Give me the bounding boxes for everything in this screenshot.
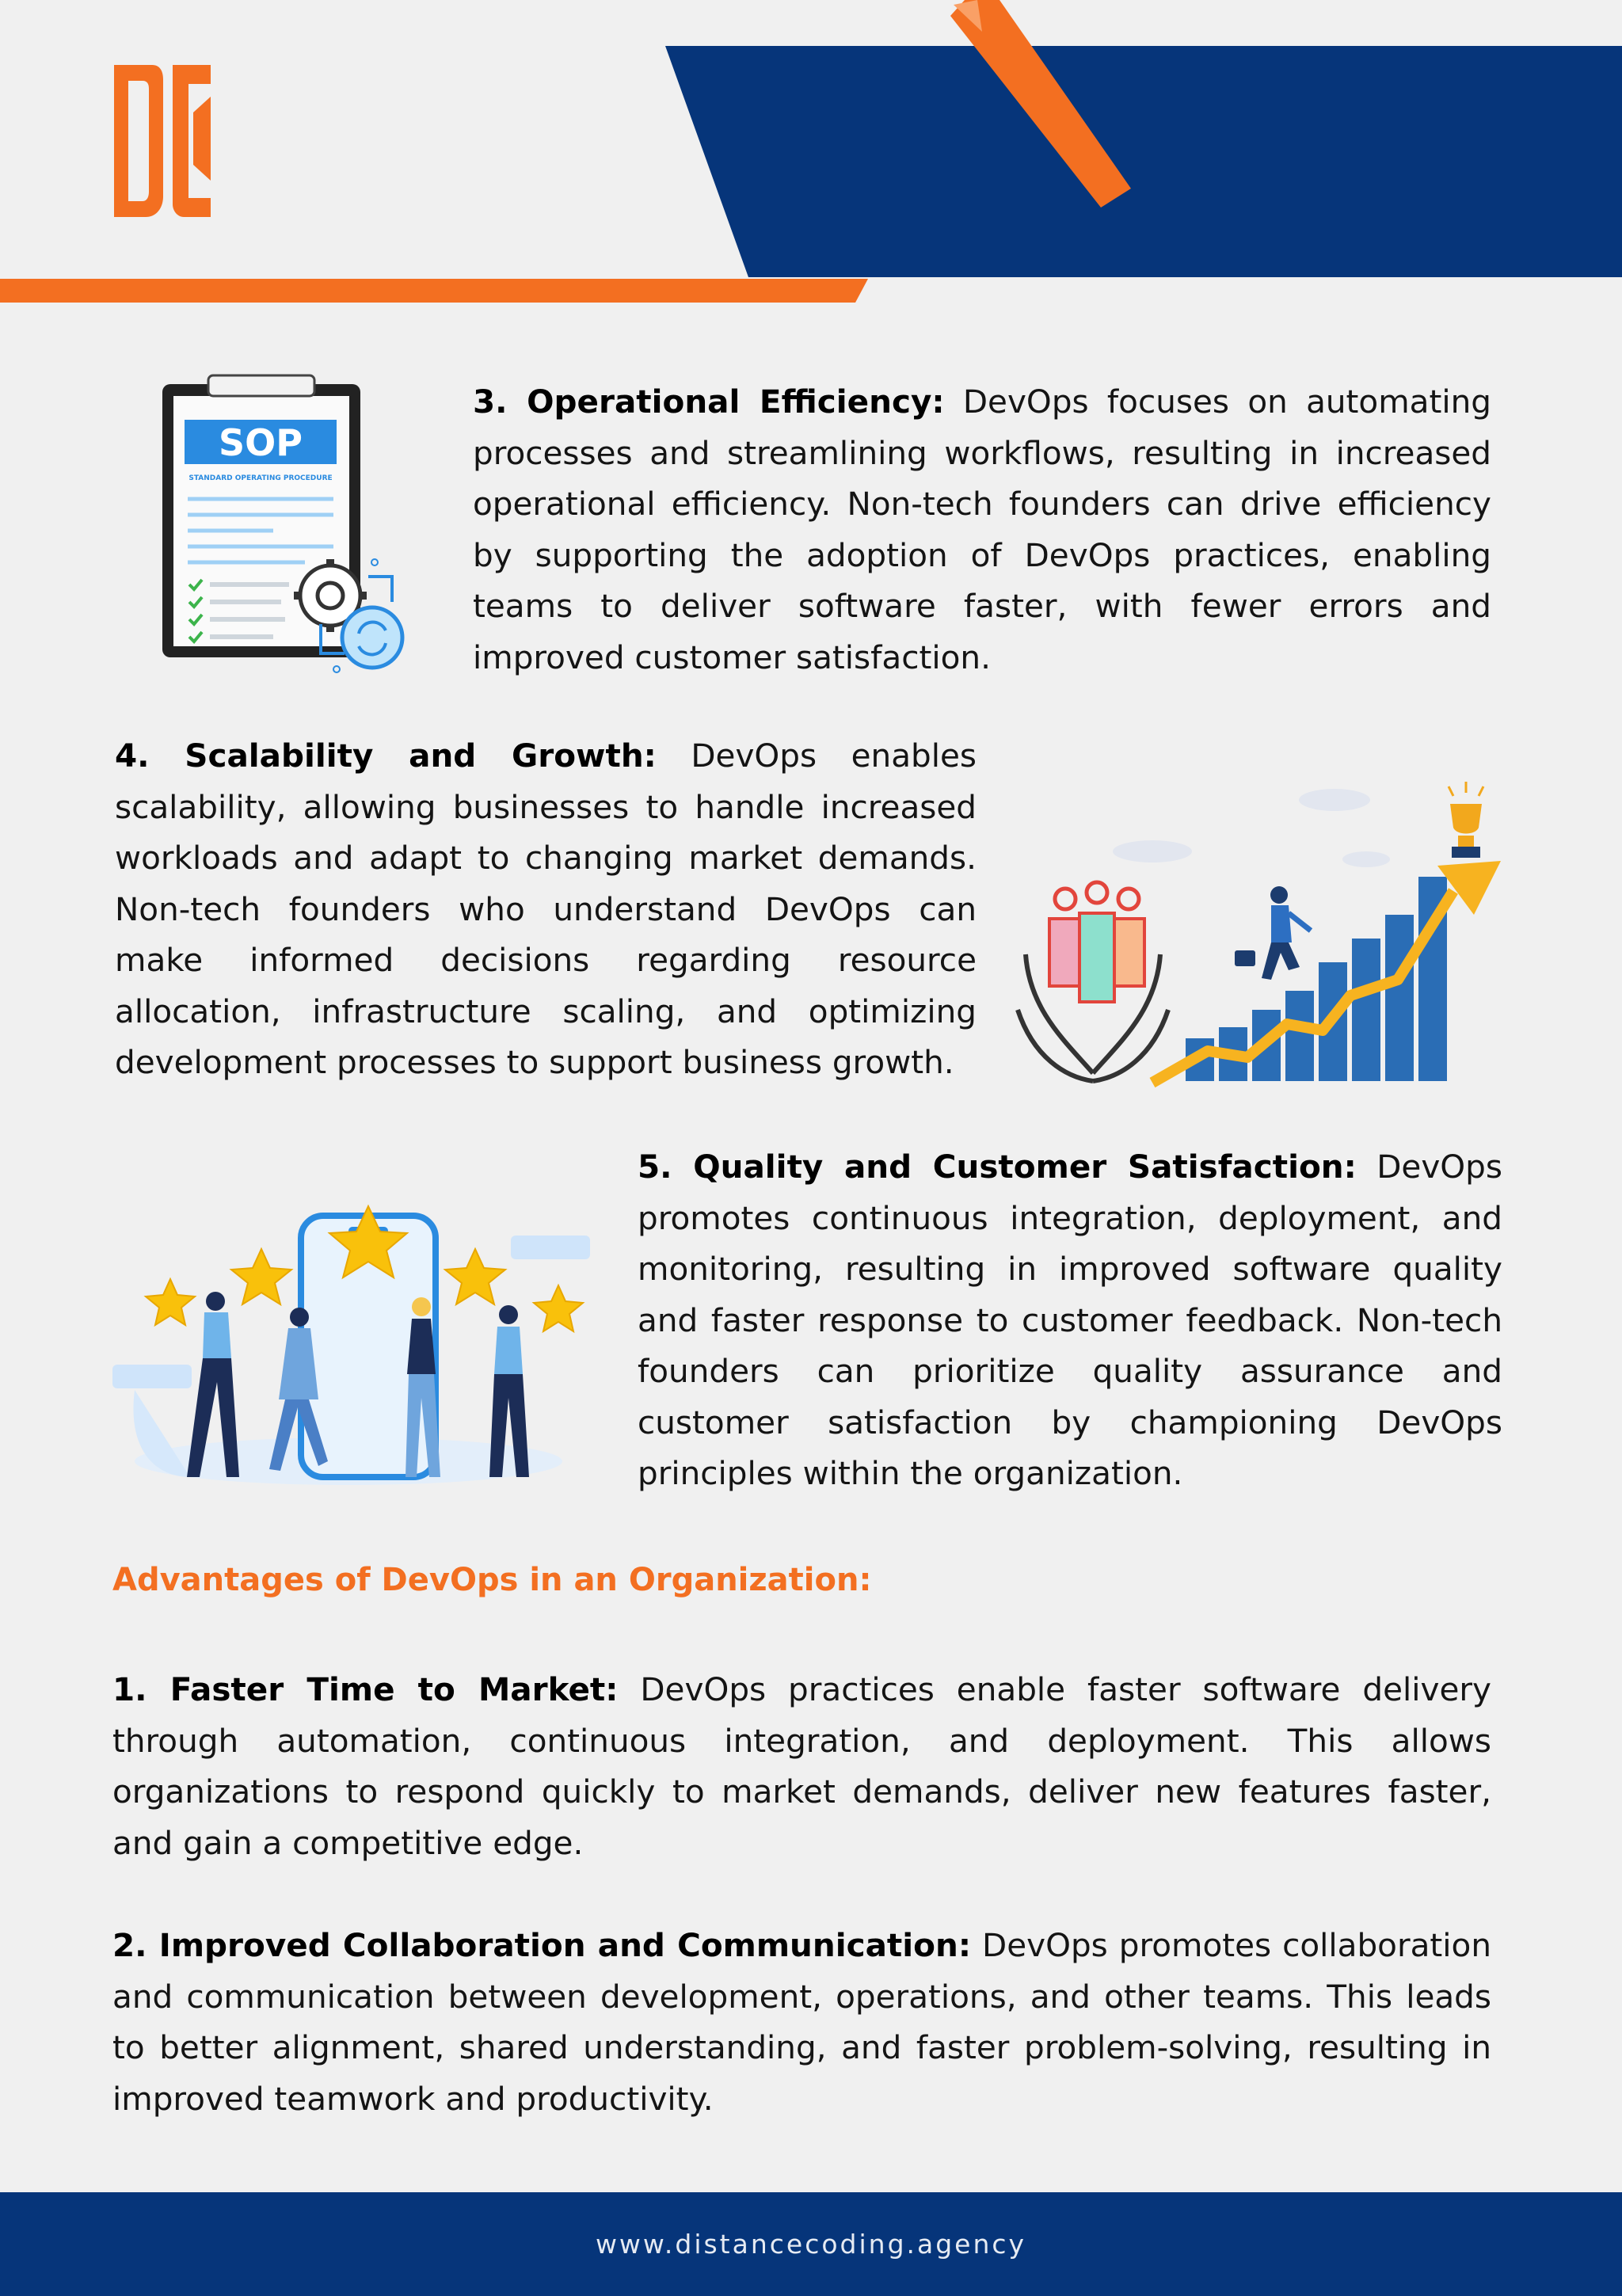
header	[0, 0, 1622, 317]
footer-url[interactable]: www.distancecoding.agency	[595, 2229, 1027, 2260]
section-body: DevOps promotes continuous integration, deployment, and monitoring, resulting in improved software quality and faster response to customer feedback. Non-tech founders can prioritize quality assurance and customer satisfaction by championing DevOps principles within the organization.	[638, 1148, 1502, 1492]
header-orange-bar	[0, 279, 868, 303]
sop-subtitle: STANDARD OPERATING PROCEDURE	[188, 474, 333, 482]
sop-title: SOP	[219, 421, 303, 464]
section-operational-efficiency	[473, 376, 1491, 683]
advantages-heading: Advantages of DevOps in an Organization:	[112, 1562, 872, 1598]
section-quality-customer-satisfaction	[638, 1141, 1502, 1499]
advantage-title: 1. Faster Time to Market:	[112, 1670, 619, 1708]
customer-satisfaction-illustration	[111, 1192, 602, 1493]
section-title: 3. Operational Efficiency:	[473, 383, 945, 421]
advantage-improved-collaboration	[112, 1920, 1491, 2124]
section-title: 4. Scalability and Growth:	[115, 737, 657, 775]
advantage-body: DevOps practices enable faster software delivery through automation, continuous integration, and deployment. This allows organizations to respond quickly to market demands, deliver new features faster, and gain a competitive edge.	[112, 1670, 1491, 1862]
footer	[0, 2192, 1622, 2296]
section-body: DevOps enables scalability, allowing businesses to handle increased workloads and adapt to changing market demands. Non-tech founders who understand DevOps can make informed decisions regarding resource allocation, infrastructure scaling, and optimizing development processes to support business growth.	[115, 737, 977, 1081]
header-navy-banner	[665, 46, 1622, 277]
section-scalability-growth	[115, 730, 977, 1088]
growth-illustration	[1010, 772, 1509, 1089]
header-graphic	[0, 0, 1622, 317]
dc-logo-icon	[111, 62, 214, 220]
advantage-body: DevOps promotes collaboration and communication between development, operations, and other teams. This leads to better alignment, shared understanding, and faster problem-solving, resulting in improved teamwork and productivity.	[112, 1926, 1491, 2118]
section-body: DevOps focuses on automating processes and streamlining workflows, resulting in increased operational efficiency. Non-tech founders can drive efficiency by supporting the adoption of DevOps practices, enabling teams to deliver software faster, with fewer errors and improved customer satisfaction.	[473, 383, 1491, 676]
advantage-title: 2. Improved Collaboration and Communication:	[112, 1926, 972, 1964]
sop-illustration	[154, 372, 416, 681]
section-title: 5. Quality and Customer Satisfaction:	[638, 1148, 1357, 1186]
advantage-faster-time-to-market	[112, 1664, 1491, 1868]
